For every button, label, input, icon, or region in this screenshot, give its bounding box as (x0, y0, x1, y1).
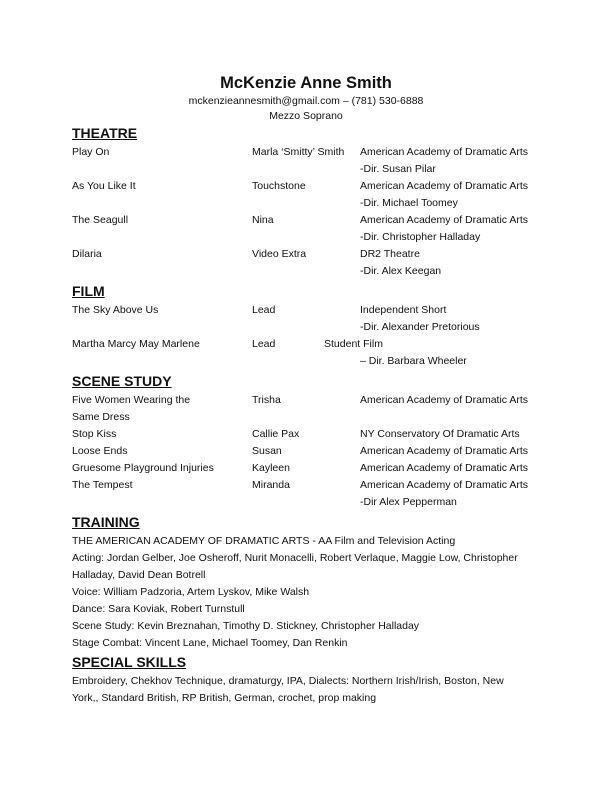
film-section (72, 282, 552, 370)
credit-director: -Dir. Alexander Pretorious (360, 321, 480, 333)
credit-title: Same Dress (72, 411, 130, 423)
training-line: THE AMERICAN ACADEMY OF DRAMATIC ARTS - AA Film and Television Acting (72, 535, 456, 547)
training-section (72, 513, 552, 652)
credit-director: -Dir Alex Pepperman (360, 496, 457, 508)
actor-name: McKenzie Anne Smith (220, 74, 392, 92)
credit-role: Trisha (252, 394, 281, 406)
credit-title: Gruesome Playground Injuries (72, 462, 214, 474)
credit-venue: American Academy of Dramatic Arts (360, 394, 529, 406)
credit-row (72, 319, 552, 336)
credit-row (72, 144, 552, 161)
credit-role: Lead (252, 338, 276, 350)
special-skills-section (72, 653, 552, 707)
training-line: Acting: Jordan Gelber, Joe Osheroff, Nurit Monacelli, Robert Verlaque, Maggie Low, Christopher (72, 552, 518, 564)
credit-venue: American Academy of Dramatic Arts (360, 146, 529, 158)
credit-title: Martha Marcy May Marlene (72, 338, 200, 350)
credit-row (72, 178, 552, 195)
special-skills-heading: SPECIAL SKILLS (72, 654, 187, 670)
theatre-heading: THEATRE (72, 125, 138, 141)
credit-row (72, 212, 552, 229)
credit-director: -Dir. Alex Keegan (360, 265, 442, 277)
credit-title: Dilaria (72, 248, 102, 260)
credit-director: – Dir. Barbara Wheeler (360, 355, 467, 367)
scene-study-section (72, 372, 552, 511)
credit-role: Nina (252, 214, 274, 226)
credit-role: Video Extra (252, 248, 307, 260)
training-heading: TRAINING (72, 514, 140, 530)
credit-title: Loose Ends (72, 445, 128, 457)
credit-row (72, 443, 552, 460)
credit-title: The Tempest (72, 479, 133, 491)
credit-row (72, 392, 552, 409)
credit-row (72, 195, 552, 212)
credit-row (72, 409, 552, 426)
voice-type: Mezzo Soprano (269, 110, 343, 122)
resume-header (0, 72, 612, 124)
credit-row (72, 460, 552, 477)
credit-row (72, 426, 552, 443)
credit-role: Susan (252, 445, 282, 457)
credit-role: Touchstone (252, 180, 306, 192)
credit-venue: American Academy of Dramatic Arts (360, 462, 529, 474)
skills-line: Embroidery, Chekhov Technique, dramaturgy, IPA, Dialects: Northern Irish/Irish, Boston, New (72, 675, 504, 687)
credit-role: Callie Pax (252, 428, 300, 440)
credit-title: Stop Kiss (72, 428, 117, 440)
credit-venue: American Academy of Dramatic Arts (360, 214, 529, 226)
credit-row (72, 263, 552, 280)
credit-venue: NY Conservatory Of Dramatic Arts (360, 428, 520, 440)
credit-director: -Dir. Christopher Halladay (360, 231, 481, 243)
credit-row (72, 353, 552, 370)
credit-role: Lead (252, 304, 276, 316)
theatre-section (72, 124, 552, 280)
credit-row (72, 494, 552, 511)
credit-venue: Student Film (324, 338, 383, 350)
training-line: Dance: Sara Koviak, Robert Turnstull (72, 603, 245, 615)
credit-row (72, 229, 552, 246)
film-heading: FILM (72, 283, 105, 299)
credit-director: -Dir. Michael Toomey (360, 197, 458, 209)
credit-row (72, 336, 552, 353)
credit-venue: American Academy of Dramatic Arts (360, 479, 529, 491)
credit-role: Kayleen (252, 462, 290, 474)
credit-venue: American Academy of Dramatic Arts (360, 180, 529, 192)
training-line: Scene Study: Kevin Breznahan, Timothy D. Stickney, Christopher Halladay (72, 620, 420, 632)
credit-title: Five Women Wearing the (72, 394, 191, 406)
credit-title: The Seagull (72, 214, 129, 226)
credit-title: The Sky Above Us (72, 304, 159, 316)
credit-title: As You Like It (72, 180, 136, 192)
scene-study-heading: SCENE STUDY (72, 373, 172, 389)
credit-director: -Dir. Susan Pilar (360, 163, 436, 175)
training-line: Stage Combat: Vincent Lane, Michael Toomey, Dan Renkin (72, 637, 348, 649)
training-line: Voice: William Padzoria, Artem Lyskov, Mike Walsh (72, 586, 310, 598)
training-line: Halladay, David Dean Botrell (72, 569, 206, 581)
credit-role: Marla ‘Smitty’ Smith (252, 146, 345, 158)
credit-venue: DR2 Theatre (360, 248, 420, 260)
contact-line: mckenzieannesmith@gmail.com – (781) 530-6888 (188, 95, 424, 107)
credit-venue: Independent Short (360, 304, 447, 316)
credit-row (72, 302, 552, 319)
credit-row (72, 246, 552, 263)
credit-row (72, 161, 552, 178)
credit-role: Miranda (252, 479, 290, 491)
credit-row (72, 477, 552, 494)
skills-line: York,, Standard British, RP British, German, crochet, prop making (72, 692, 377, 704)
credit-venue: American Academy of Dramatic Arts (360, 445, 529, 457)
credit-title: Play On (72, 146, 110, 158)
